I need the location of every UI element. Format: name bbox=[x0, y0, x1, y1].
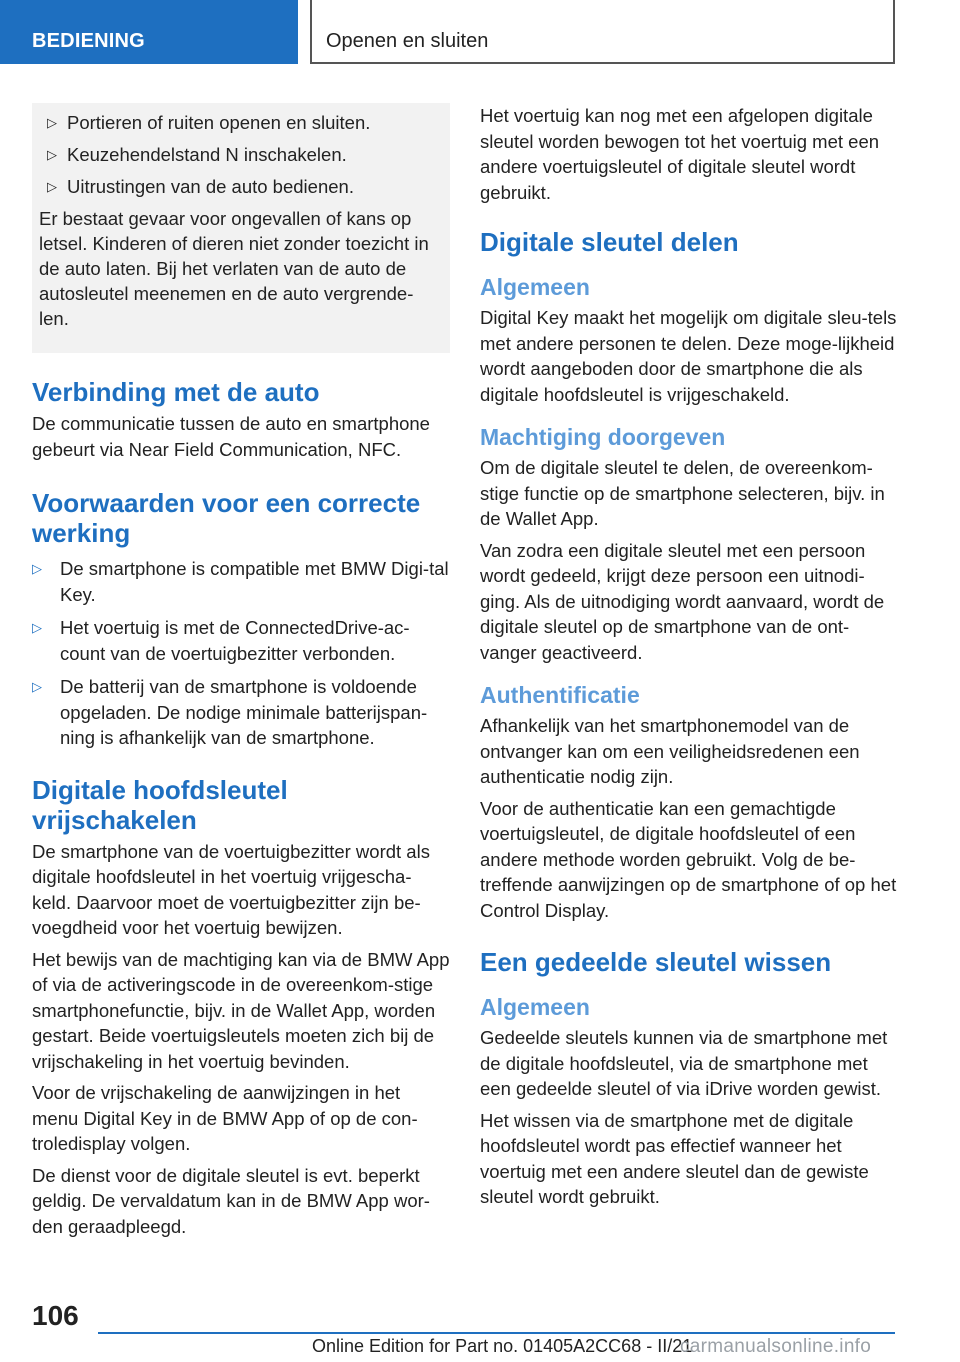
paragraph: De dienst voor de digitale sleutel is evt. beperkt geldig. De vervaldatum kan in de BMW App wor-den geraadpleegd. bbox=[32, 1164, 430, 1237]
paragraph: Het voertuig kan nog met een afgelopen digitale sleutel worden bewogen tot het voertuig met een andere voertuigsleutel of digitale sleutel wordt gebruikt. bbox=[480, 105, 880, 203]
left-column bbox=[32, 103, 450, 1245]
right-column bbox=[480, 103, 900, 1216]
subheading-algemeen: Algemeen bbox=[480, 994, 590, 1020]
paragraph: Gedeelde sleutels kunnen via de smartphone met de digitale hoofdsleutel, via de smartphone met een gedeelde sleutel of via iDrive worden gewist. bbox=[480, 1027, 888, 1099]
warning-box bbox=[32, 103, 450, 353]
warning-item: ▷ Uitrustingen van de auto bedienen. bbox=[39, 174, 442, 199]
heading-delen: Digitale sleutel delen bbox=[480, 227, 739, 257]
paragraph: Het bewijs van de machtiging kan via de BMW App of via de activeringscode in de overeenkom-stige smartphonefunctie, bijv. in de Wallet App, worden gestart. Beide voertuigsleutels moeten zich bij de vrijschakeling in het voertuig bevinden. bbox=[32, 948, 450, 1072]
subheading-machtiging: Machtiging doorgeven bbox=[480, 424, 726, 450]
paragraph: Voor de vrijschakeling de aanwijzingen in het menu Digital Key in de BMW App of op de con-troledisplay volgen. bbox=[32, 1082, 418, 1154]
paragraph: Om de digitale sleutel te delen, de overeenkom-stige functie op de smartphone selecteren, bijv. in de Wallet App. bbox=[480, 457, 885, 529]
paragraph: De smartphone van de voertuigbezitter wordt als digitale hoofdsleutel in het voertuig vrijgescha-keld. Daarvoor moet de voertuigbezitter zijn be-voegdheid voor het voertuig bewijzen. bbox=[32, 840, 430, 938]
heading-voorwaarden: Voorwaarden voor een correcte werking bbox=[32, 488, 421, 548]
chapter-title: Openen en sluiten bbox=[326, 30, 489, 52]
triangle-bullet-icon: ▷ bbox=[47, 147, 57, 162]
heading-wissen: Een gedeelde sleutel wissen bbox=[480, 947, 832, 977]
paragraph: Van zodra een digitale sleutel met een persoon wordt gedeeld, krijgt deze persoon een uitnodi-ging. Als de uitnodiging wordt aanvaard, wordt de digitale sleutel op de smartphone van de ont-vanger geactiveerd. bbox=[480, 539, 885, 663]
paragraph: Voor de authenticatie kan een gemachtigde voertuigsleutel, de digitale hoofdsleutel of een andere methode worden gebruikt. Volg de be-treffende aanwijzingen op de smartphone of op het Control Display. bbox=[480, 797, 897, 921]
warning-item: ▷ Portieren of ruiten openen en sluiten. bbox=[39, 110, 442, 135]
list-item: ▷ De smartphone is compatible met BMW Digi-tal Key. bbox=[32, 556, 450, 607]
paragraph: Digital Key maakt het mogelijk om digitale sleu-tels met andere personen te delen. Deze moge-lijkheid wordt aangeboden door de smartphone die als digitale hoofdsleutel is vrijgeschakeld. bbox=[480, 307, 897, 405]
heading-verbinding: Verbinding met de auto bbox=[32, 377, 320, 407]
section-tab bbox=[0, 0, 298, 64]
triangle-bullet-icon: ▷ bbox=[32, 561, 42, 576]
warning-text: Er bestaat gevaar voor ongevallen of kans op letsel. Kinderen of dieren niet zonder toezicht in de auto laten. Bij het verlaten van de auto de autosleutel meenemen en de auto vergrende-len. bbox=[39, 208, 429, 329]
list-item: ▷ De batterij van de smartphone is voldoende opgeladen. De nodige minimale batterijspan-ning is afhankelijk van de smartphone. bbox=[32, 674, 450, 751]
section-title: BEDIENING bbox=[32, 30, 145, 52]
triangle-bullet-icon: ▷ bbox=[32, 620, 42, 635]
watermark: carmanualsonline.info bbox=[680, 1336, 872, 1357]
triangle-bullet-icon: ▷ bbox=[47, 115, 57, 130]
triangle-bullet-icon: ▷ bbox=[32, 679, 42, 694]
page-number: 106 bbox=[32, 1300, 79, 1331]
paragraph: Het wissen via de smartphone met de digitale hoofdsleutel wordt pas effectief wanneer het voertuig met een andere sleutel dan de gewiste sleutel wordt gebruikt. bbox=[480, 1109, 869, 1207]
subheading-algemeen: Algemeen bbox=[480, 274, 590, 300]
paragraph: Afhankelijk van het smartphonemodel van de ontvanger kan om een veiligheidsredenen een authenticatie nodig zijn. bbox=[480, 715, 860, 787]
warning-item: ▷ Keuzehendelstand N inschakelen. bbox=[39, 142, 442, 167]
list-item: ▷ Het voertuig is met de ConnectedDrive-ac-count van de voertuigbezitter verbonden. bbox=[32, 615, 450, 666]
paragraph: De communicatie tussen de auto en smartphone gebeurt via Near Field Communication, NFC. bbox=[32, 413, 430, 460]
chapter-tab bbox=[310, 0, 895, 64]
heading-hoofdsleutel: Digitale hoofdsleutel vrijschakelen bbox=[32, 774, 288, 835]
edition-text: Online Edition for Part no. 01405A2CC68 - II/21 bbox=[312, 1336, 693, 1356]
triangle-bullet-icon: ▷ bbox=[47, 179, 57, 194]
subheading-authentificatie: Authentificatie bbox=[480, 682, 640, 708]
footer-divider bbox=[98, 1332, 895, 1334]
